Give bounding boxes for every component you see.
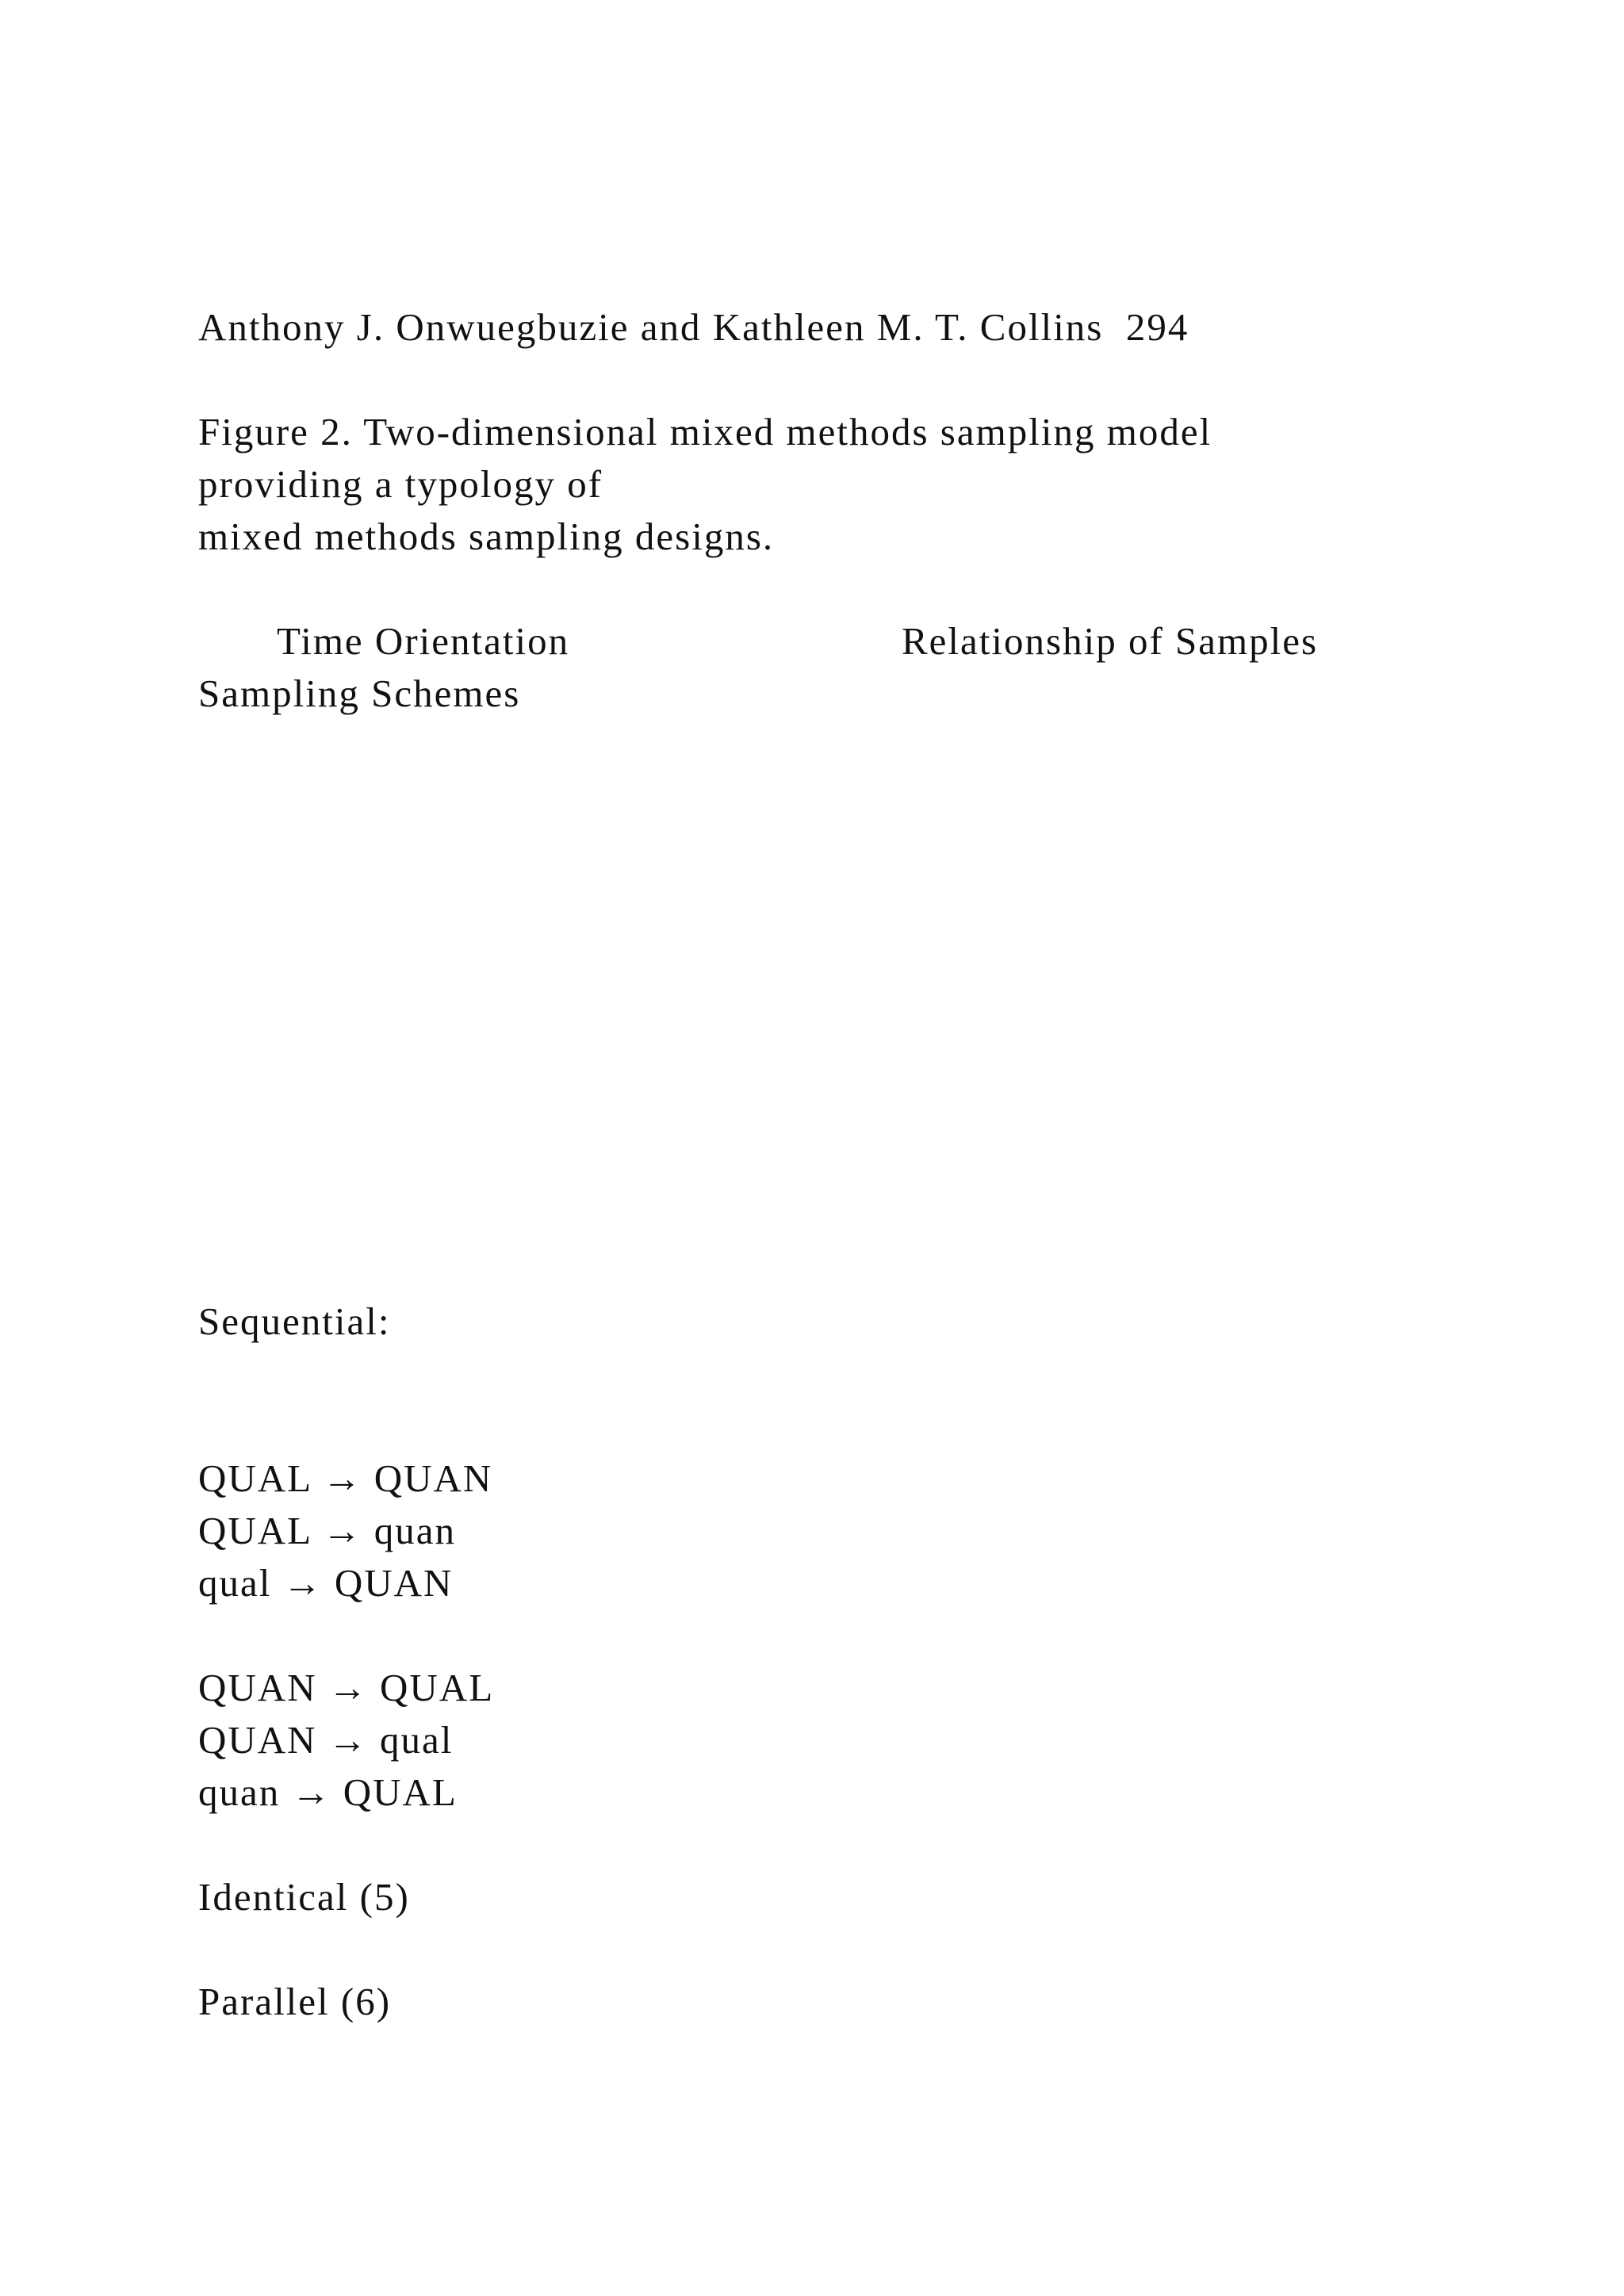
column-heading-time-orientation: Time Orientation	[277, 619, 570, 663]
design-qual-minor-to-quan: qual → QUAN	[198, 1561, 454, 1605]
sequential-label: Sequential:	[198, 1299, 391, 1343]
relationship-parallel: Parallel (6)	[198, 1980, 392, 2023]
design-qual-to-quan-minor: QUAL → quan	[198, 1509, 457, 1552]
figure-caption-line-1: Figure 2. Two-dimensional mixed methods sampling model	[198, 410, 1212, 453]
design-quan-to-qual: QUAN → QUAL	[198, 1666, 495, 1709]
relationship-identical: Identical (5)	[198, 1875, 410, 1919]
design-quan-minor-to-qual: quan → QUAL	[198, 1770, 458, 1814]
column-heading-sampling-schemes: Sampling Schemes	[198, 672, 521, 715]
design-qual-to-quan: QUAL → QUAN	[198, 1456, 493, 1500]
design-quan-to-qual-minor: QUAN → qual	[198, 1718, 454, 1762]
figure-caption-line-3: mixed methods sampling designs.	[198, 515, 775, 558]
figure-caption-line-2: providing a typology of	[198, 462, 603, 506]
running-head: Anthony J. Onwuegbuzie and Kathleen M. T. Collins 294	[198, 305, 1189, 349]
column-heading-relationship-of-samples: Relationship of Samples	[902, 619, 1319, 663]
